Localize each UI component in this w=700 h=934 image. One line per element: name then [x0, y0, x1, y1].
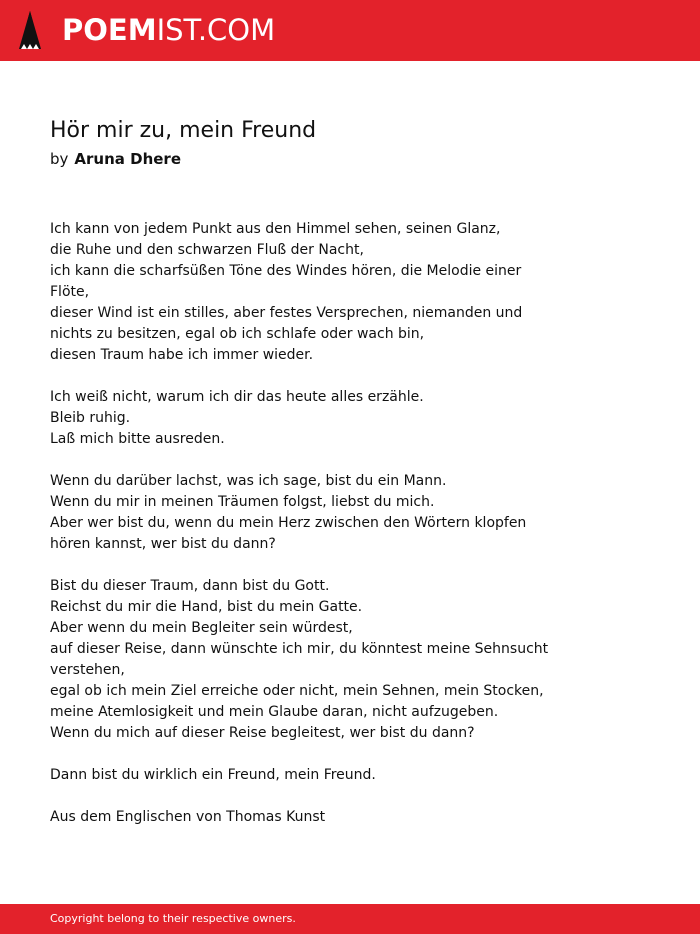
poem-line: die Ruhe und den schwarzen Fluß der Nacht, — [50, 242, 364, 258]
pencil-tip-icon[interactable] — [18, 10, 42, 52]
poem-line: egal ob ich mein Ziel erreiche oder nicht, mein Sehnen, mein Stocken, — [50, 683, 544, 699]
poem-line: Dann bist du wirklich ein Freund, mein Freund. — [50, 767, 376, 783]
poem-line: Aber wenn du mein Begleiter sein würdest, — [50, 620, 353, 636]
logo-brand-light: IST.COM — [156, 13, 276, 47]
stanza — [50, 219, 550, 366]
author-name[interactable]: Aruna Dhere — [74, 150, 181, 168]
site-logo[interactable] — [62, 13, 275, 47]
poem-line: Wenn du mich auf dieser Reise begleitest, wer bist du dann? — [50, 725, 475, 741]
stanza — [50, 765, 550, 786]
poem-title: Hör mir zu, mein Freund — [50, 118, 317, 143]
poem-line: Aber wer bist du, wenn du mein Herz zwischen den Wörtern klopfen hören kannst, wer bist du dann? — [50, 515, 527, 552]
poem-body — [50, 219, 550, 828]
byline — [50, 148, 181, 170]
poem-line: Bist du dieser Traum, dann bist du Gott. — [50, 578, 330, 594]
poem-line: dieser Wind ist ein stilles, aber festes Versprechen, niemanden und nichts zu besitzen, egal ob ich schlafe oder wach bin, — [50, 305, 523, 342]
poem-line: Bleib ruhig. — [50, 410, 131, 426]
poem-line: Reichst du mir die Hand, bist du mein Gatte. — [50, 599, 363, 615]
byline-label: by — [50, 150, 69, 168]
copyright-notice: Copyright belong to their respective owners. — [50, 912, 296, 925]
logo-brand-bold: POEM — [62, 13, 157, 47]
poem-line: Aus dem Englischen von Thomas Kunst — [50, 809, 326, 825]
stanza — [50, 576, 550, 744]
stanza — [50, 387, 550, 450]
poem-line: Ich kann von jedem Punkt aus den Himmel sehen, seinen Glanz, — [50, 221, 501, 237]
poem-line: auf dieser Reise, dann wünschte ich mir, du könntest meine Sehnsucht verstehen, — [50, 641, 549, 678]
header-bar — [0, 0, 700, 61]
footer-bar — [0, 904, 700, 934]
translator-credit — [50, 807, 550, 828]
poem-line: Laß mich bitte ausreden. — [50, 431, 225, 447]
poem-line: Wenn du mir in meinen Träumen folgst, liebst du mich. — [50, 494, 435, 510]
poem-line: Wenn du darüber lachst, was ich sage, bist du ein Mann. — [50, 473, 447, 489]
poem-line: ich kann die scharfsüßen Töne des Windes hören, die Melodie einer Flöte, — [50, 263, 522, 300]
poem-line: meine Atemlosigkeit und mein Glaube daran, nicht aufzugeben. — [50, 704, 499, 720]
poem-line: diesen Traum habe ich immer wieder. — [50, 347, 314, 363]
stanza — [50, 471, 550, 555]
poem-line: Ich weiß nicht, warum ich dir das heute alles erzähle. — [50, 389, 424, 405]
